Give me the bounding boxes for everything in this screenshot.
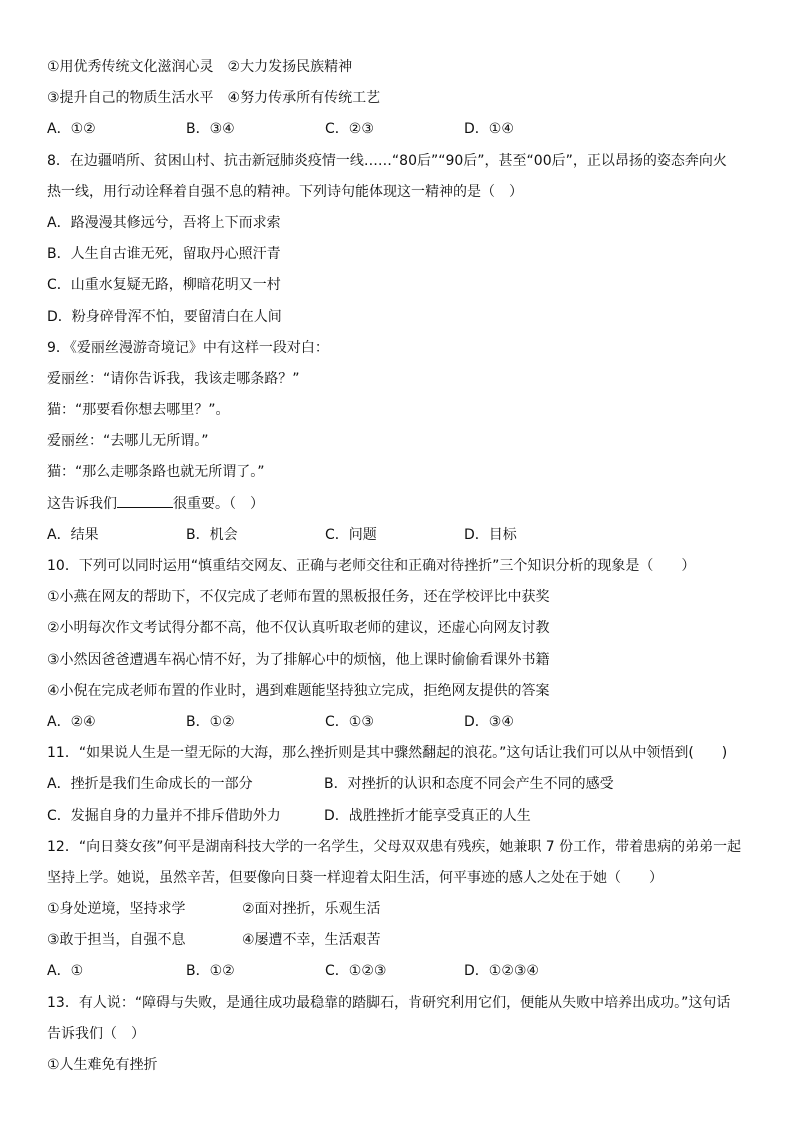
q9-dialogue-1: 爱丽丝：“请你告诉我，我该走哪条路？”	[47, 370, 300, 387]
q12-stem-line-1: 12．“向日葵女孩”何平是湖南科技大学的一名学生，父母双双患有残疾，她兼职 7 份工作，带着患病的弟弟一起	[47, 838, 742, 855]
option-a: A．②④	[47, 713, 96, 730]
option-a: A．结果	[47, 526, 99, 543]
option-a: A．①②	[47, 121, 96, 138]
q12-options	[47, 956, 757, 987]
q10-item-2: ②小明每次作文考试得分都不高，他不仅认真听取老师的建议，还虚心向网友讨教	[47, 620, 550, 637]
option-d: D．①④	[464, 121, 514, 138]
option-d: D．①②③④	[464, 963, 539, 980]
option-c: C．②③	[325, 121, 374, 138]
q12-items-1-2	[47, 894, 757, 925]
prev-question-options	[47, 114, 757, 145]
q8-option-a: A．路漫漫其修远兮，吾将上下而求索	[47, 214, 281, 231]
q12-item-2: ②面对挫折，乐观生活	[242, 901, 381, 918]
q10-item-4: ④小倪在完成老师布置的作业时，遇到难题能坚持独立完成，拒绝网友提供的答案	[47, 682, 550, 699]
q11-options-ab	[47, 769, 757, 800]
exam-page	[47, 52, 757, 1081]
q11-option-a: A．挫折是我们生命成长的一部分	[47, 776, 253, 793]
q8-option-c: C．山重水复疑无路，柳暗花明又一村	[47, 277, 281, 294]
q9-question-prefix: 这告诉我们	[47, 495, 117, 512]
q11-options-cd	[47, 801, 757, 832]
answer-blank	[117, 493, 173, 508]
q11-option-b: B．对挫折的认识和态度不同会产生不同的感受	[324, 776, 614, 793]
option-b: B．①②	[186, 963, 235, 980]
option-a: A．①	[47, 963, 84, 980]
q13-item-1: ①人生难免有挫折	[47, 1057, 158, 1073]
q8-stem-line-2: 热一线，用行动诠释着自强不息的精神。下列诗句能体现这一精神的是（ ）	[47, 183, 523, 200]
q9-question-suffix: 很重要。（ ）	[173, 495, 264, 512]
q11-option-c: C．发掘自身的力量并不排斥借助外力	[47, 807, 281, 824]
q10-stem: 10．下列可以同时运用“慎重结交网友、正确与老师交往和正确对待挫折”三个知识分析的现象是（ ）	[47, 558, 696, 574]
q9-dialogue-3: 爱丽丝：“去哪儿无所谓。”	[47, 433, 209, 450]
q9-dialogue-4: 猫：“那么走哪条路也就无所谓了。”	[47, 464, 265, 481]
q13-stem-line-2: 告诉我们（ ）	[47, 1025, 145, 1042]
q12-item-3: ③敢于担当，自强不息	[47, 932, 186, 949]
q11-stem: 11．“如果说人生是一望无际的大海，那么挫折则是其中骤然翻起的浪花。”这句话让我们可以从中领悟到( )	[47, 745, 728, 762]
option-d: D．目标	[464, 526, 517, 543]
q9-question	[47, 489, 757, 520]
q10-options	[47, 707, 757, 738]
option-b: B．机会	[186, 526, 238, 543]
q10-item-1: ①小燕在网友的帮助下，不仅完成了老师布置的黑板报任务，还在学校评比中获奖	[47, 589, 550, 606]
q12-item-1: ①身处逆境，坚持求学	[47, 901, 186, 918]
q11-option-d: D．战胜挫折才能享受真正的人生	[324, 807, 531, 824]
option-c: C．①②③	[325, 963, 387, 980]
option-d: D．③④	[464, 713, 514, 730]
q12-item-4: ④屡遭不幸，生活艰苦	[242, 932, 381, 949]
q9-stem: 9．《爱丽丝漫游奇境记》中有这样一段对白：	[47, 339, 329, 356]
q9-dialogue-2: 猫：“那要看你想去哪里？”。	[47, 402, 230, 419]
option-c: C．问题	[325, 526, 377, 543]
q10-item-3: ③小然因爸爸遭遇车祸心情不好，为了排解心中的烦恼，他上课时偷偷看课外书籍	[47, 651, 550, 668]
option-c: C．①③	[325, 713, 374, 730]
q13-stem-line-1: 13．有人说：“障碍与失败，是通往成功最稳靠的踏脚石，肯研究利用它们，便能从失败中培养出成功。”这句话	[47, 994, 731, 1011]
q8-stem-line-1: 8．在边疆哨所、贫困山村、抗击新冠肺炎疫情一线……“80后”“90后”，甚至“00后”，正以昂扬的姿态奔向火	[47, 152, 727, 169]
q12-items-3-4	[47, 925, 757, 956]
q8-option-b: B．人生自古谁无死，留取丹心照汗青	[47, 246, 281, 263]
prev-question-item-3-4: ③提升自己的物质生活水平 ④努力传承所有传统工艺	[47, 90, 381, 107]
prev-question-item-1-2: ①用优秀传统文化滋润心灵 ②大力发扬民族精神	[47, 59, 353, 75]
option-b: B．③④	[186, 121, 235, 138]
q8-option-d: D．粉身碎骨浑不怕，要留清白在人间	[47, 308, 282, 325]
q12-stem-line-2: 坚持上学。她说，虽然辛苦，但要像向日葵一样迎着太阳生活，何平事迹的感人之处在于她（ ）	[47, 869, 663, 886]
option-b: B．①②	[186, 713, 235, 730]
q9-options	[47, 520, 757, 551]
